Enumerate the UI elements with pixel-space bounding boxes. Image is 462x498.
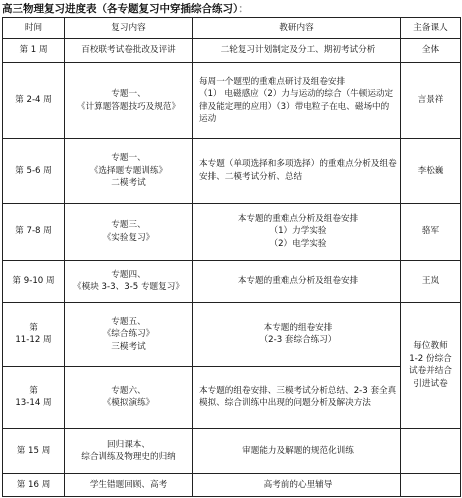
owner-text: 言景祥 bbox=[417, 95, 444, 106]
table-row bbox=[3, 38, 461, 63]
review-text: 《计算题答题技巧及规范》 bbox=[76, 101, 181, 112]
review-text: 专题五、 bbox=[111, 316, 146, 327]
review-cell bbox=[65, 138, 193, 203]
owner-text: 每位教师 bbox=[413, 341, 448, 352]
review-cell bbox=[65, 260, 193, 302]
review-text: 专题四、 bbox=[111, 269, 146, 280]
time-cell bbox=[3, 63, 65, 138]
time-cell bbox=[3, 428, 65, 473]
owner-text: 骆军 bbox=[421, 226, 440, 237]
time-text: 13-14 周 bbox=[15, 398, 52, 409]
time-cell bbox=[3, 138, 65, 203]
time-cell bbox=[3, 260, 65, 302]
review-text: 《模拟演练》 bbox=[102, 398, 155, 409]
table-row bbox=[3, 366, 461, 428]
research-text: 本专题的重难点分析及组卷安排 bbox=[237, 214, 359, 224]
time-text: 第 7-8 周 bbox=[15, 226, 52, 237]
review-cell bbox=[65, 38, 193, 63]
header-research: 教研内容 bbox=[193, 18, 401, 39]
table-row bbox=[3, 428, 461, 473]
owner-cell bbox=[401, 302, 461, 428]
review-text: 《实验复习》 bbox=[102, 232, 155, 243]
review-text: 学生错题回顾、高考 bbox=[89, 479, 168, 490]
owner-cell bbox=[401, 138, 461, 203]
review-text: 百校联考试卷批改及评讲 bbox=[81, 45, 176, 56]
table-row bbox=[3, 63, 461, 138]
review-text: 《综合练习》 bbox=[102, 329, 155, 340]
header-review: 复习内容 bbox=[65, 18, 193, 39]
time-text: 第 16 周 bbox=[16, 479, 51, 490]
research-text: 二轮复习计划制定及分工、期初考试分析 bbox=[220, 45, 376, 56]
table-row bbox=[3, 203, 461, 260]
time-cell bbox=[3, 38, 65, 63]
review-cell bbox=[65, 63, 193, 138]
time-text: 第 bbox=[29, 385, 38, 396]
owner-text: 1-2 份综合 bbox=[409, 353, 452, 364]
research-cell bbox=[193, 38, 401, 63]
header-owner: 主备课人 bbox=[401, 18, 461, 39]
review-text: 三模考试 bbox=[111, 341, 146, 352]
research-cell bbox=[193, 260, 401, 302]
owner-cell bbox=[401, 38, 461, 63]
review-cell bbox=[65, 474, 193, 497]
document-title bbox=[2, 1, 460, 17]
research-cell bbox=[193, 203, 401, 260]
owner-cell bbox=[401, 474, 461, 497]
research-text: 审题能力及解题的规范化训练 bbox=[242, 445, 354, 456]
review-text: 综合训练及物理史的归纳 bbox=[81, 452, 176, 463]
header-time: 时间 bbox=[3, 18, 65, 39]
research-text: 本专题（单项选择和多项选择）的重难点分析及组卷安排、二模考试分析、总结 bbox=[199, 159, 397, 182]
owner-text: 全体 bbox=[421, 45, 440, 56]
review-text: 《选择题专题训练》 bbox=[89, 165, 168, 176]
research-cell bbox=[193, 63, 401, 138]
owner-cell bbox=[401, 203, 461, 260]
research-cell bbox=[193, 302, 401, 366]
time-text: 第 2-4 周 bbox=[15, 95, 52, 106]
review-text: 专题一、 bbox=[111, 153, 146, 164]
table-row bbox=[3, 474, 461, 497]
review-cell bbox=[65, 428, 193, 473]
review-text: 专题三、 bbox=[111, 220, 146, 231]
owner-cell bbox=[401, 428, 461, 473]
time-text: 11-12 周 bbox=[15, 335, 52, 346]
review-text: 专题六、 bbox=[111, 385, 146, 396]
research-cell bbox=[193, 138, 401, 203]
review-text: 回归课本、 bbox=[107, 439, 150, 450]
research-cell bbox=[193, 366, 401, 428]
title-text: 高三物理复习进度表（各专题复习中穿插综合练习） bbox=[2, 3, 239, 15]
research-text: （2）电学实验 bbox=[269, 238, 327, 249]
owner-text: 王岚 bbox=[421, 275, 440, 286]
time-text: 第 9-10 周 bbox=[12, 275, 55, 286]
research-text: （2-3 套综合练习） bbox=[259, 335, 337, 346]
review-cell bbox=[65, 366, 193, 428]
review-cell bbox=[65, 203, 193, 260]
time-text: 第 15 周 bbox=[16, 445, 51, 456]
table-row bbox=[3, 302, 461, 366]
time-cell bbox=[3, 203, 65, 260]
review-text: 《模块 3-3、3-5 专题复习》 bbox=[73, 282, 184, 293]
research-text: 本专题的重难点分析及组卷安排 bbox=[237, 275, 359, 286]
owner-text: 李松巍 bbox=[417, 165, 444, 176]
owner-cell bbox=[401, 63, 461, 138]
time-cell bbox=[3, 302, 65, 366]
owner-cell bbox=[401, 260, 461, 302]
research-text: 本专题的组卷安排 bbox=[263, 322, 333, 333]
table-row bbox=[3, 138, 461, 203]
research-cell bbox=[193, 428, 401, 473]
time-cell bbox=[3, 366, 65, 428]
title-tail: ： bbox=[238, 3, 249, 15]
review-cell bbox=[65, 302, 193, 366]
table-row bbox=[3, 260, 461, 302]
owner-text: 试卷并结合 bbox=[409, 366, 452, 377]
time-text: 第 1 周 bbox=[19, 45, 48, 56]
research-text: （1）力学实验 bbox=[269, 226, 327, 237]
time-text: 第 5-6 周 bbox=[15, 165, 52, 176]
research-text: 本专题的组卷安排、三模考试分析总结、2-3 套全真模拟、综合训练中出现的问题分析及解决方法 bbox=[199, 385, 397, 409]
time-cell bbox=[3, 474, 65, 497]
review-text: 专题一、 bbox=[111, 89, 146, 100]
research-cell bbox=[193, 474, 401, 497]
owner-text: 引进试卷 bbox=[413, 378, 448, 389]
research-text: （1） 电磁感应（2）力与运动的综合（牛顿运动定律及能定理的应用）（3）带电粒子在电、磁场中的运动 bbox=[199, 89, 394, 125]
review-text: 二模考试 bbox=[111, 178, 146, 188]
header-row bbox=[3, 18, 461, 39]
research-text: 高考前的心里辅导 bbox=[263, 479, 333, 490]
research-text: 每周一个题型的重难点研讨及组卷安排 bbox=[199, 76, 346, 87]
schedule-table bbox=[2, 17, 461, 497]
time-text: 第 bbox=[29, 322, 38, 333]
